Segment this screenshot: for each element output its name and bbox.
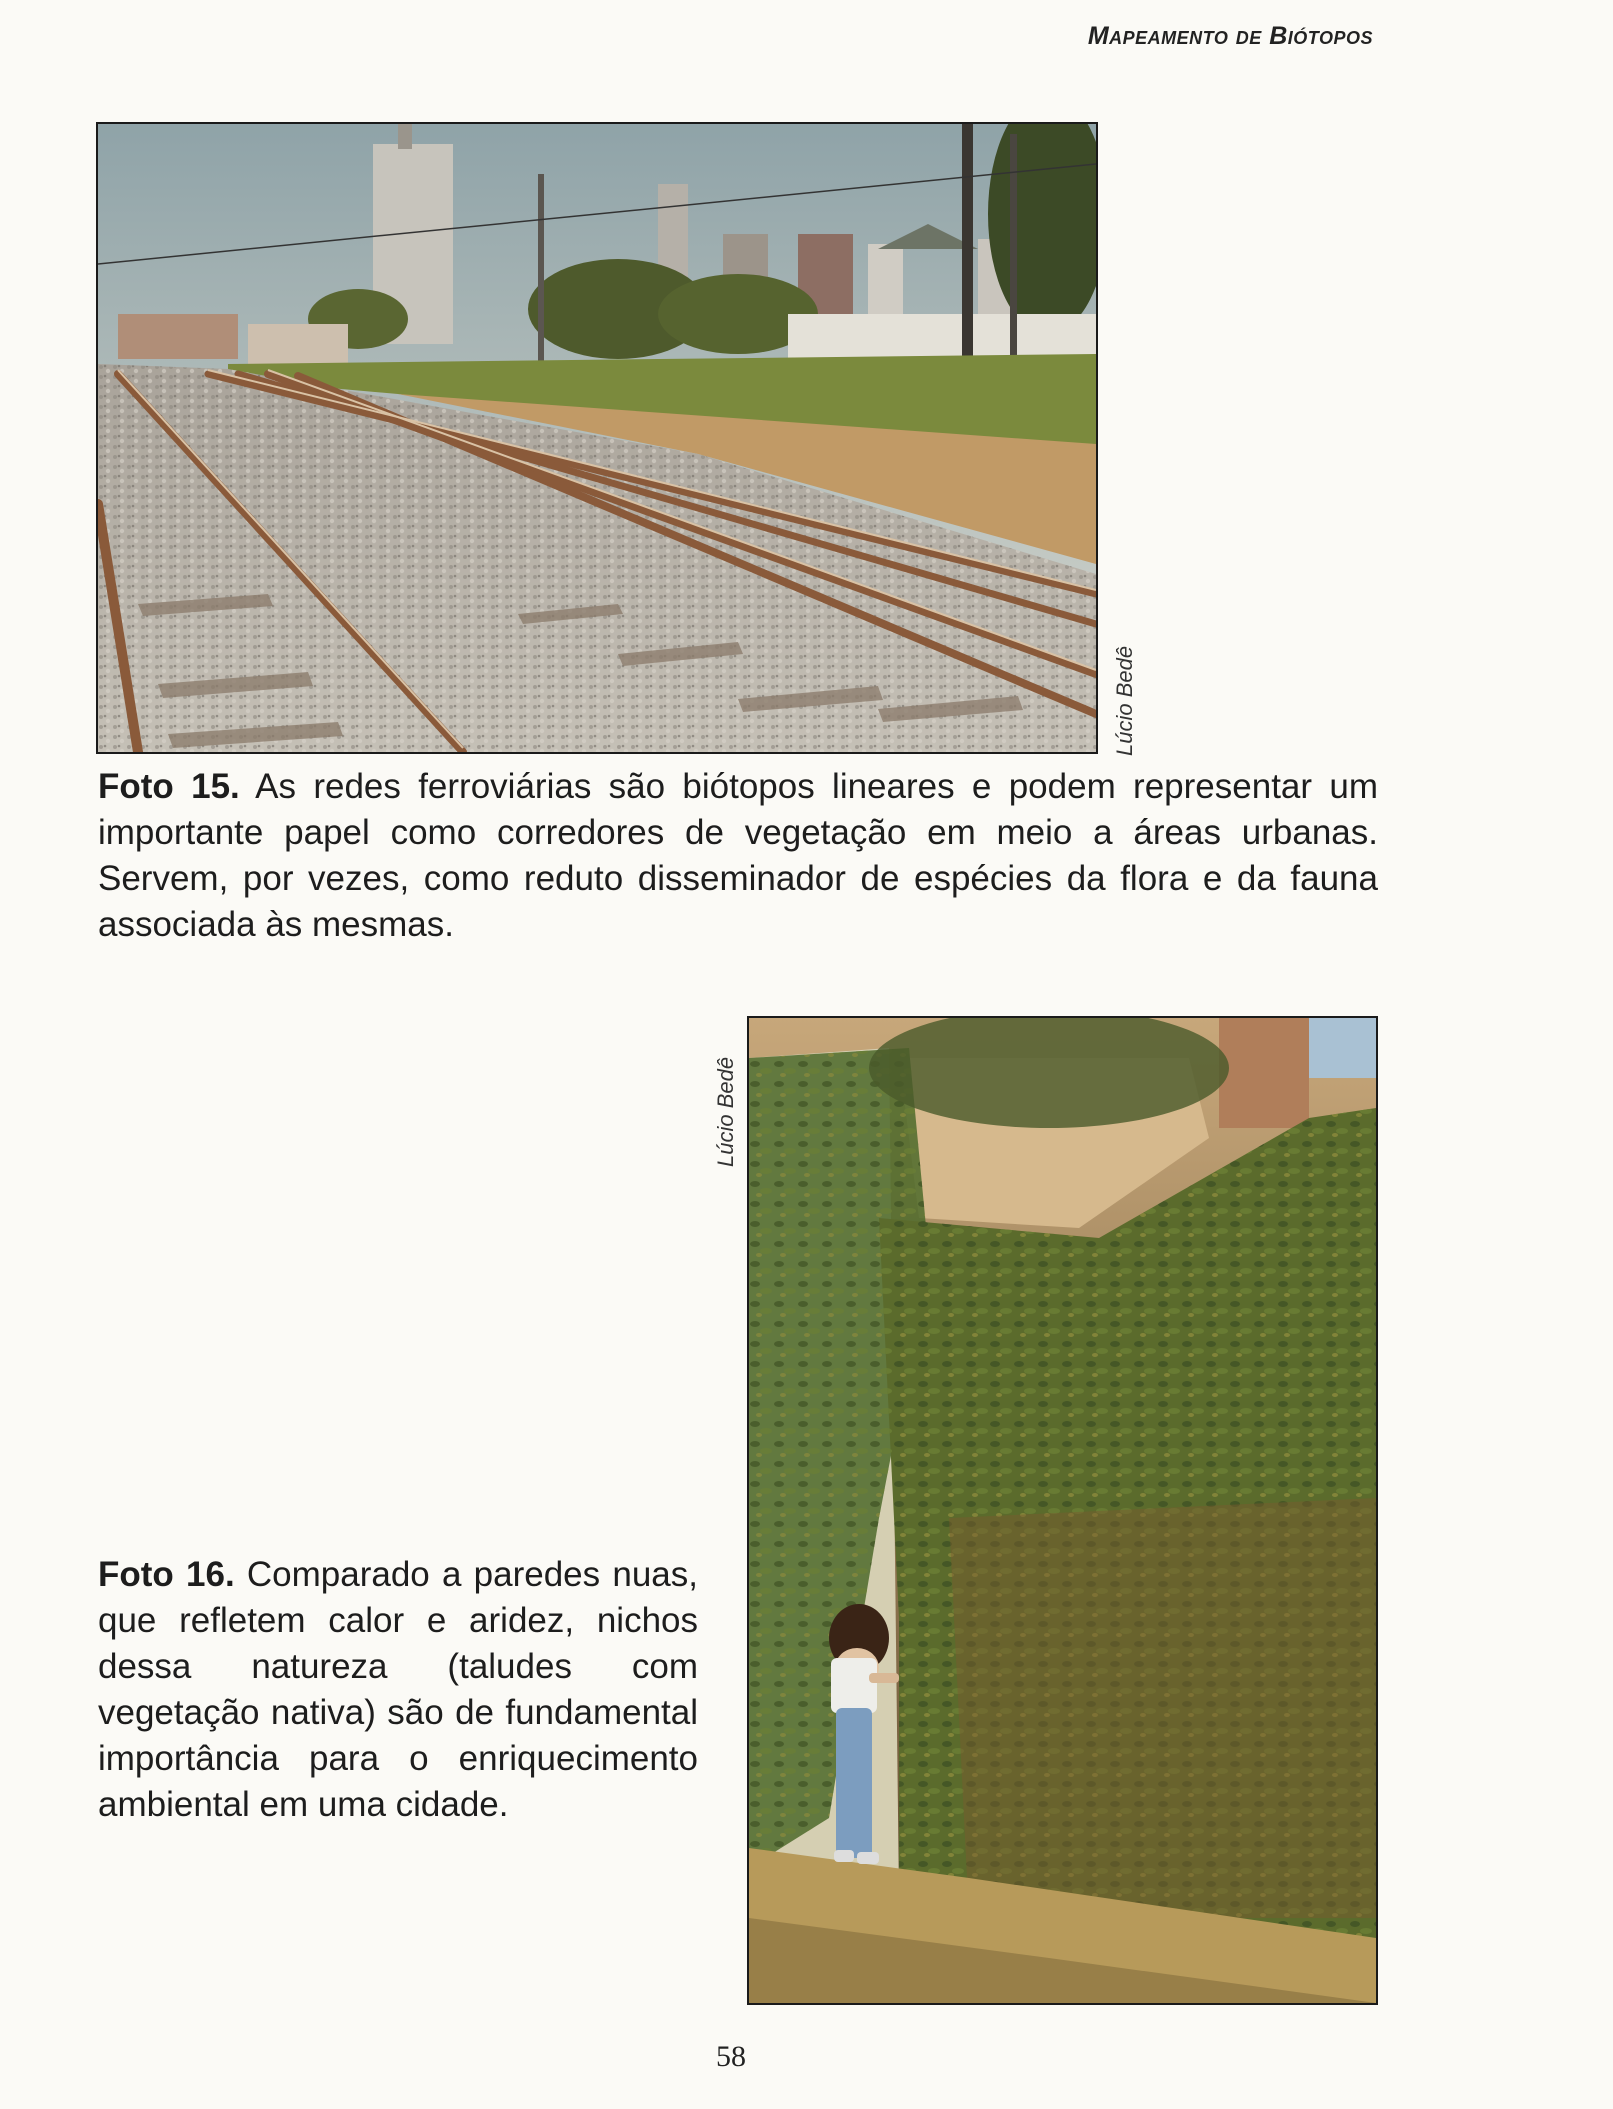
running-head: Mapeamento de Biótopos	[1087, 22, 1373, 50]
photo15-caption-text: As redes ferroviárias são biótopos lineares e podem representar um importante papel como corredores de vegetação em meio a áreas urbanas. Servem, por vezes, como reduto disseminador de espécies da flora e da fauna associada às mesmas.	[98, 767, 1378, 944]
photo16-caption-label: Foto 16.	[98, 1555, 235, 1594]
railway-photo-illustration	[98, 124, 1096, 752]
page-number: 58	[716, 2040, 746, 2073]
photo16-caption	[98, 1552, 698, 1828]
photo15-credit: Lúcio Bedê	[1112, 645, 1137, 756]
photo16-caption-text: Comparado a paredes nuas, que refletem calor e aridez, nichos dessa natureza (taludes com vegetação nativa) são de fundamental importância para o enriquecimento ambiental em uma cidade.	[98, 1555, 698, 1824]
embankment-photo-illustration	[749, 1018, 1376, 2003]
photo15-caption	[98, 764, 1378, 948]
photo15-caption-label: Foto 15.	[98, 767, 240, 806]
photo-vegetated-embankment	[747, 1016, 1378, 2005]
photo16-credit: Lúcio Bedê	[713, 1056, 738, 1167]
photo-railway-tracks	[96, 122, 1098, 754]
